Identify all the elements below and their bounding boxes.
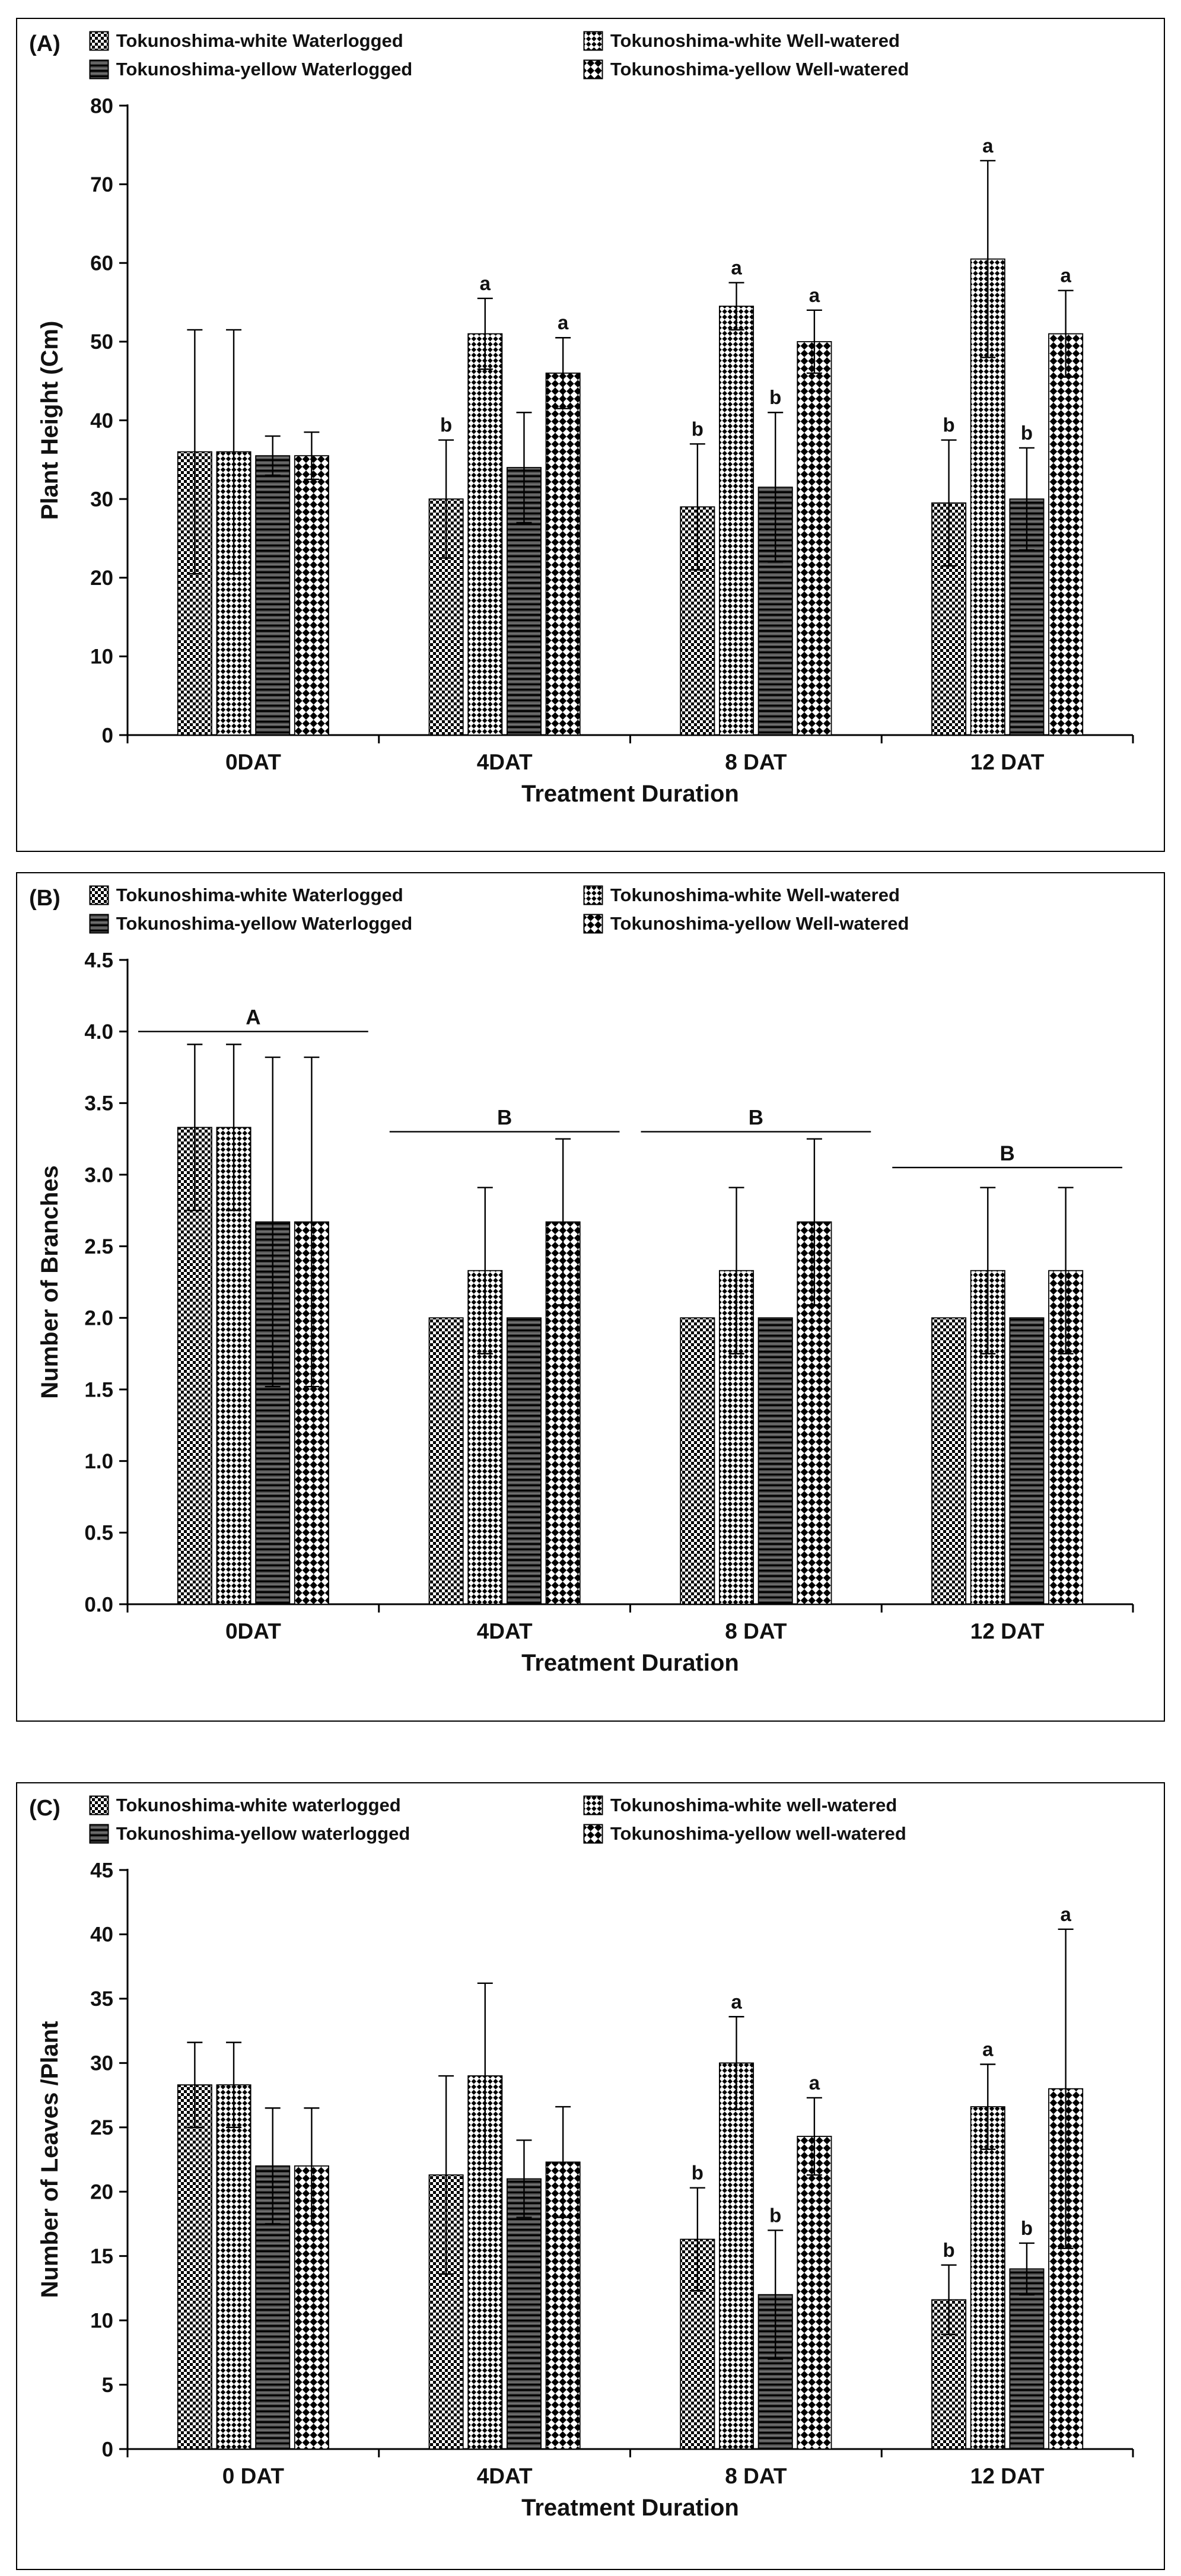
legend-label: Tokunoshima-yellow waterlogged bbox=[116, 1823, 410, 1844]
legend-swatch-checker45-icon bbox=[583, 59, 603, 79]
y-tick-label: 60 bbox=[90, 252, 113, 275]
legend-label: Tokunoshima-white Waterlogged bbox=[116, 885, 403, 905]
bar-s1-0DAT bbox=[178, 2085, 212, 2449]
bar-s4-0DAT bbox=[295, 456, 329, 735]
y-tick-label: 0 bbox=[101, 724, 113, 748]
legend-label: Tokunoshima-yellow Well-watered bbox=[610, 913, 909, 934]
significance-letter: b bbox=[691, 418, 703, 440]
y-tick-label: 10 bbox=[90, 645, 113, 669]
y-tick-label: 4.5 bbox=[84, 949, 113, 972]
y-tick-label: 2.5 bbox=[84, 1235, 113, 1259]
x-category-label: 0DAT bbox=[225, 1619, 281, 1644]
y-tick-label: 40 bbox=[90, 1923, 113, 1947]
y-axis-title: Number of Branches bbox=[37, 1165, 63, 1399]
x-category-label: 0 DAT bbox=[222, 2464, 284, 2489]
y-tick-label: 50 bbox=[90, 330, 113, 354]
legend-label: Tokunoshima-yellow Waterlogged bbox=[116, 913, 413, 934]
bar-s2-4DAT bbox=[468, 334, 502, 735]
significance-letter: a bbox=[808, 2072, 820, 2094]
panel-b-header bbox=[27, 884, 1154, 934]
legend-label: Tokunoshima-yellow Well-watered bbox=[610, 59, 909, 80]
y-tick-label: 5 bbox=[101, 2373, 113, 2397]
group-annotation-letter: B bbox=[496, 1106, 512, 1130]
y-tick-label: 70 bbox=[90, 173, 113, 197]
legend-label: Tokunoshima-yellow Waterlogged bbox=[116, 59, 413, 80]
legend-swatch-icon bbox=[583, 1824, 603, 1844]
legend-swatch-icon bbox=[583, 31, 603, 51]
x-category-label: 4DAT bbox=[476, 2464, 533, 2489]
legend-item-1 bbox=[89, 31, 571, 51]
panel-b-label: (B) bbox=[29, 886, 61, 911]
bars bbox=[178, 256, 1083, 735]
legend-item-2 bbox=[583, 1795, 1065, 1815]
y-tick-label: 0.5 bbox=[84, 1521, 113, 1545]
bar-s4-4DAT bbox=[546, 373, 580, 735]
legend-label: Tokunoshima-white Well-watered bbox=[610, 30, 900, 51]
legend-item-1 bbox=[89, 885, 571, 905]
legend-swatch-icon bbox=[89, 31, 109, 51]
bar-s3-8DAT bbox=[759, 1318, 792, 1605]
legend-item-1 bbox=[89, 1795, 571, 1815]
bar-s1-4DAT bbox=[429, 1318, 463, 1605]
significance-letter: b bbox=[769, 386, 782, 409]
legend-swatch-icon bbox=[89, 1824, 109, 1844]
panel-b bbox=[16, 872, 1165, 1722]
x-axis-title: Treatment Duration bbox=[521, 781, 739, 807]
legend-swatch-fine-check-icon bbox=[89, 885, 109, 905]
panel-c-chart bbox=[27, 1850, 1154, 2532]
bar-s2-12DAT bbox=[971, 2107, 1005, 2449]
legend-label: Tokunoshima-white waterlogged bbox=[116, 1795, 401, 1815]
significance-letter: a bbox=[1060, 264, 1071, 287]
bar-s4-8DAT bbox=[797, 2136, 831, 2449]
y-tick-label: 40 bbox=[90, 409, 113, 432]
legend-swatch-icon bbox=[583, 914, 603, 934]
bar-s3-12DAT bbox=[1010, 1318, 1043, 1605]
significance-letter: a bbox=[557, 311, 569, 334]
chart-(B) bbox=[27, 940, 1154, 1687]
bar-s3-12DAT bbox=[1010, 2269, 1043, 2450]
significance-letter: a bbox=[982, 2038, 994, 2060]
significance-letter: b bbox=[1020, 2217, 1033, 2240]
panel-a-header bbox=[27, 30, 1154, 79]
group-annotation-letter: B bbox=[748, 1106, 764, 1130]
panel-a-chart bbox=[27, 85, 1154, 818]
legend-swatch-icon bbox=[583, 1795, 603, 1815]
legend-swatch-icon bbox=[89, 885, 109, 905]
bar-s3-4DAT bbox=[507, 1318, 541, 1605]
legend-swatch-icon bbox=[583, 59, 603, 79]
legend-swatch-icon bbox=[89, 1795, 109, 1815]
group-annotation-letter: A bbox=[246, 1006, 261, 1029]
legend-item-4 bbox=[583, 914, 1065, 934]
significance-letter: b bbox=[943, 414, 955, 436]
legend-swatch-diamond-dot-icon bbox=[583, 1795, 603, 1815]
bar-s1-12DAT bbox=[932, 1318, 966, 1605]
bar-s3-4DAT bbox=[507, 2179, 541, 2449]
legend-item-3 bbox=[89, 59, 571, 79]
legend-swatch-dark-hlines-icon bbox=[89, 914, 109, 934]
legend-swatch-fine-check-icon bbox=[89, 31, 109, 51]
x-axis-title: Treatment Duration bbox=[521, 2495, 739, 2521]
bar-s2-8DAT bbox=[720, 2063, 753, 2450]
legend-swatch-dark-hlines-icon bbox=[89, 1824, 109, 1844]
y-tick-label: 15 bbox=[90, 2245, 113, 2269]
legend-item-4 bbox=[583, 59, 1065, 79]
y-tick-label: 10 bbox=[90, 2309, 113, 2333]
y-tick-label: 0 bbox=[101, 2438, 113, 2461]
legend-label: Tokunoshima-white Well-watered bbox=[610, 885, 900, 905]
legend-swatch-icon bbox=[89, 59, 109, 79]
bar-s4-12DAT bbox=[1049, 334, 1083, 735]
x-category-label: 12 DAT bbox=[970, 2464, 1045, 2489]
x-category-label: 12 DAT bbox=[970, 750, 1045, 775]
y-tick-label: 1.5 bbox=[84, 1378, 113, 1402]
legend-item-4 bbox=[583, 1824, 1065, 1844]
x-category-label: 12 DAT bbox=[970, 1619, 1045, 1644]
y-tick-label: 1.0 bbox=[84, 1450, 113, 1474]
y-axis-title: Number of Leaves /Plant bbox=[37, 2021, 63, 2298]
significance-letter: a bbox=[479, 272, 491, 295]
x-category-label: 8 DAT bbox=[725, 1619, 787, 1644]
group-annotation-letter: B bbox=[999, 1142, 1015, 1166]
y-tick-label: 3.5 bbox=[84, 1092, 113, 1115]
significance-letter: a bbox=[731, 256, 742, 279]
y-tick-label: 4.0 bbox=[84, 1020, 113, 1044]
significance-letter: a bbox=[808, 284, 820, 307]
y-tick-label: 45 bbox=[90, 1859, 113, 1882]
legend-swatch-fine-check-icon bbox=[89, 1795, 109, 1815]
y-tick-label: 2.0 bbox=[84, 1306, 113, 1330]
y-tick-label: 20 bbox=[90, 567, 113, 590]
significance-letter: a bbox=[731, 1990, 742, 2013]
panel-b-chart bbox=[27, 940, 1154, 1687]
y-tick-label: 20 bbox=[90, 2180, 113, 2204]
legend-swatch-dark-hlines-icon bbox=[89, 59, 109, 79]
y-tick-label: 0.0 bbox=[84, 1593, 113, 1617]
chart-(C) bbox=[27, 1850, 1154, 2532]
legend-swatch-icon bbox=[583, 885, 603, 905]
x-category-label: 8 DAT bbox=[725, 750, 787, 775]
significance-letter: b bbox=[440, 414, 453, 436]
legend-item-3 bbox=[89, 1824, 571, 1844]
panel-a bbox=[16, 18, 1165, 852]
significance-letter: b bbox=[691, 2161, 703, 2184]
significance-letter: b bbox=[1020, 422, 1033, 444]
legend-swatch-checker45-icon bbox=[583, 914, 603, 934]
legend-swatch-diamond-dot-icon bbox=[583, 885, 603, 905]
panel-a-legend bbox=[89, 31, 1065, 79]
chart-(A) bbox=[27, 85, 1154, 818]
y-axis-title: Plant Height (Cm) bbox=[37, 320, 63, 520]
legend-swatch-diamond-dot-icon bbox=[583, 31, 603, 51]
bar-s3-0DAT bbox=[256, 456, 289, 735]
legend-swatch-icon bbox=[89, 914, 109, 934]
x-category-label: 4DAT bbox=[476, 750, 533, 775]
panel-b-legend bbox=[89, 885, 1065, 934]
panel-c-label: (C) bbox=[29, 1796, 61, 1821]
bar-s4-8DAT bbox=[797, 342, 831, 735]
legend-item-2 bbox=[583, 885, 1065, 905]
bars bbox=[178, 1128, 1083, 1605]
significance-letter: a bbox=[982, 135, 994, 157]
y-tick-label: 3.0 bbox=[84, 1163, 113, 1187]
x-category-label: 0DAT bbox=[225, 750, 281, 775]
legend-label: Tokunoshima-white well-watered bbox=[610, 1795, 897, 1815]
x-category-label: 8 DAT bbox=[725, 2464, 787, 2489]
y-tick-label: 35 bbox=[90, 1987, 113, 2011]
significance-letter: a bbox=[1060, 1903, 1071, 1925]
bar-s1-8DAT bbox=[680, 1318, 714, 1605]
legend-swatch-checker45-icon bbox=[583, 1824, 603, 1844]
bar-s2-8DAT bbox=[720, 306, 753, 735]
significance-letter: b bbox=[943, 2239, 955, 2262]
legend-item-3 bbox=[89, 914, 571, 934]
y-tick-label: 30 bbox=[90, 488, 113, 511]
x-category-label: 4DAT bbox=[476, 1619, 533, 1644]
panel-a-label: (A) bbox=[29, 31, 61, 56]
y-tick-label: 25 bbox=[90, 2116, 113, 2140]
legend-label: Tokunoshima-white Waterlogged bbox=[116, 30, 403, 51]
legend-item-2 bbox=[583, 31, 1065, 51]
panel-c-header bbox=[27, 1794, 1154, 1844]
bar-s2-0DAT bbox=[217, 2085, 250, 2449]
x-axis-title: Treatment Duration bbox=[521, 1650, 739, 1677]
significance-letter: b bbox=[769, 2204, 782, 2227]
panel-c-legend bbox=[89, 1795, 1065, 1844]
y-tick-label: 80 bbox=[90, 94, 113, 118]
panel-c bbox=[16, 1782, 1165, 2570]
legend-label: Tokunoshima-yellow well-watered bbox=[610, 1823, 906, 1844]
y-tick-label: 30 bbox=[90, 2052, 113, 2075]
